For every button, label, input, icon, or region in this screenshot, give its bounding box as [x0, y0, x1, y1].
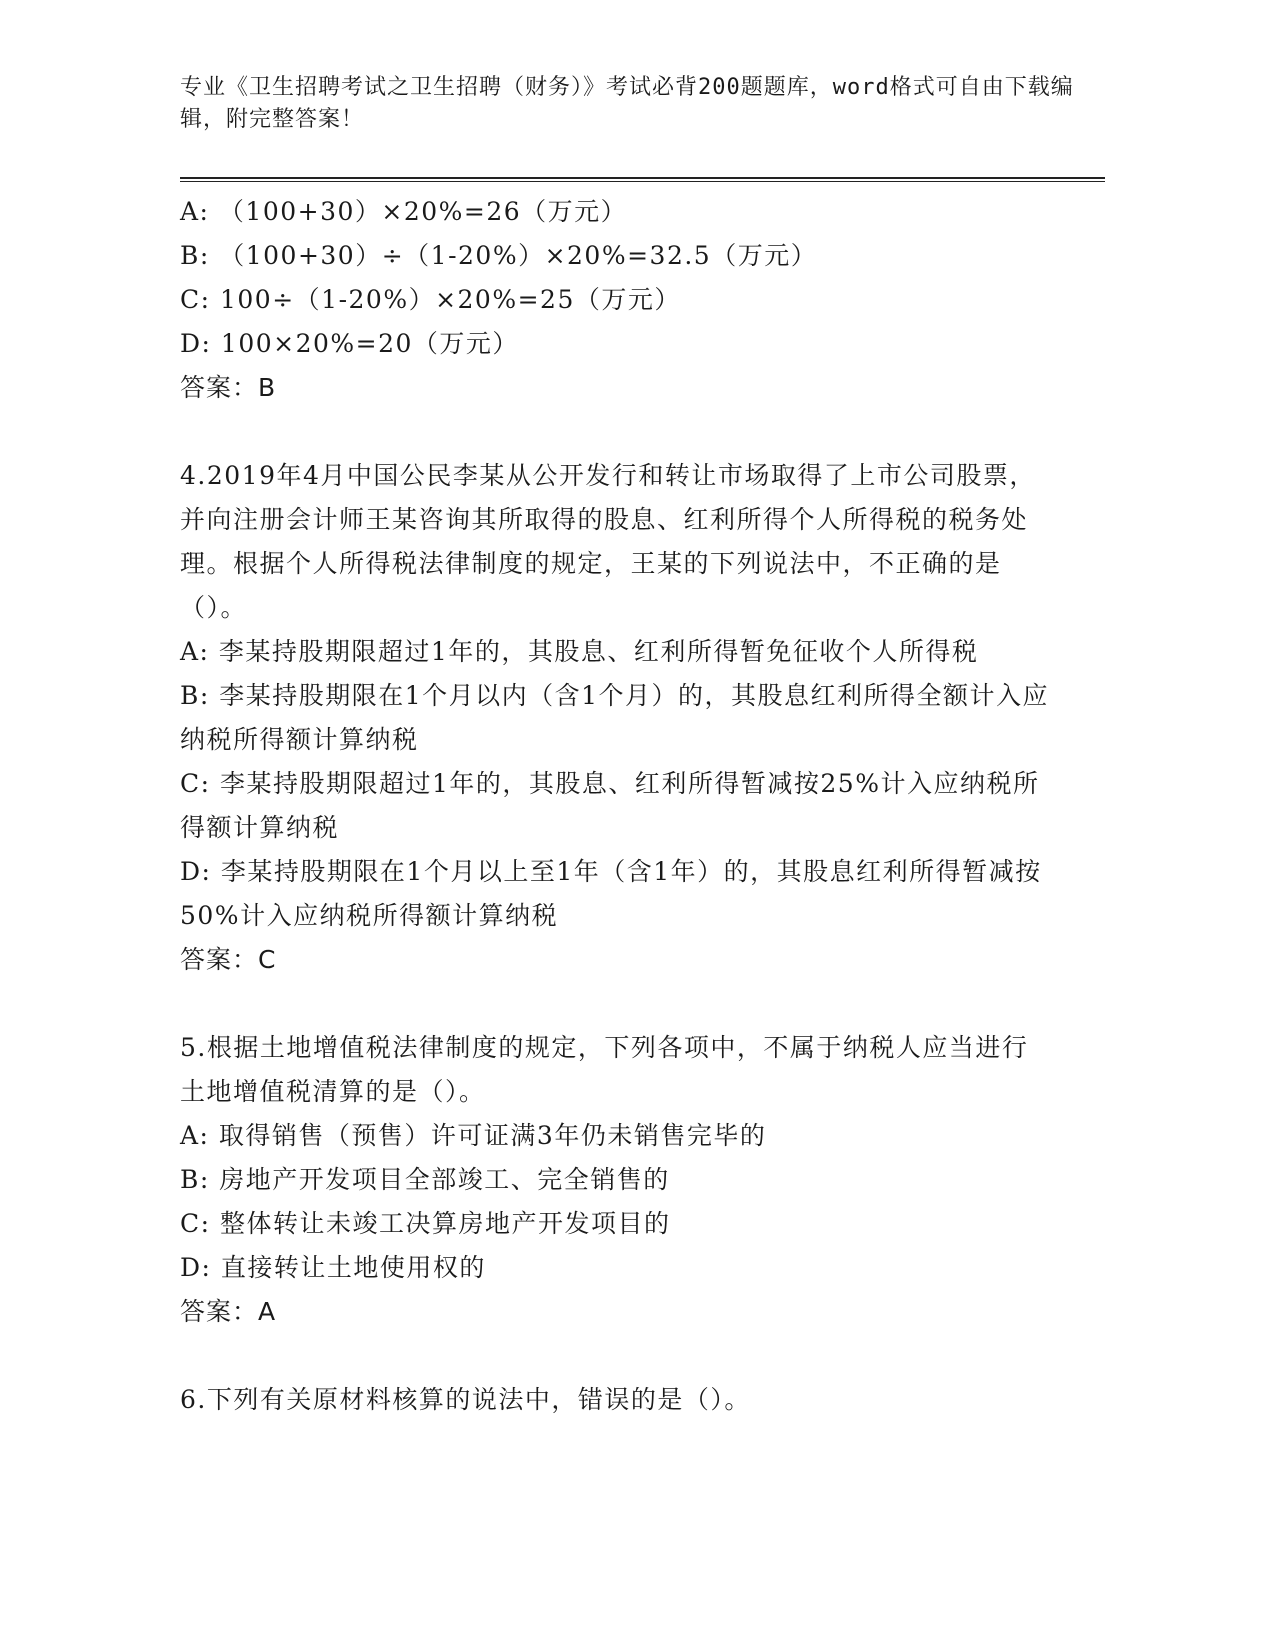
- question-3-option-c: C: 100÷（1-20%）×20%=25（万元）: [180, 285, 681, 314]
- header-divider: [180, 177, 1105, 182]
- document-header: 专业《卫生招聘考试之卫生招聘（财务）》考试必背200题题库，word格式可自由下载编辑，附完整答案！: [180, 75, 1074, 132]
- question-4-option-a: A: 李某持股期限超过1年的，其股息、红利所得暂免征收个人所得税: [180, 637, 979, 666]
- question-5-option-d: D: 直接转让土地使用权的: [180, 1253, 486, 1282]
- question-4-block: [180, 454, 1050, 982]
- question-4-stem: 4.2019年4月中国公民李某从公开发行和转让市场取得了上市公司股票，并向注册会计师王某咨询其所取得的股息、红利所得个人所得税的税务处理。根据个人所得税法律制度的规定，王某的下列说法中，不正确的是（）。: [180, 461, 1036, 622]
- question-5-option-a: A: 取得销售（预售）许可证满3年仍未销售完毕的: [180, 1121, 767, 1150]
- question-4-option-b: B: 李某持股期限在1个月以内（含1个月）的，其股息红利所得全额计入应纳税所得额计算纳税: [180, 681, 1050, 754]
- question-5-answer: 答案：A: [180, 1297, 277, 1326]
- question-3-block: [180, 190, 1050, 410]
- document-body: [180, 190, 1050, 1422]
- question-3-option-d: D: 100×20%=20（万元）: [180, 329, 519, 358]
- spacer: [180, 982, 1050, 1026]
- question-3-answer: 答案：B: [180, 373, 277, 402]
- question-6-block: [180, 1378, 1050, 1422]
- question-4-answer: 答案：C: [180, 945, 277, 974]
- spacer: [180, 410, 1050, 454]
- question-3-option-a: A: （100+30）×20%=26（万元）: [180, 197, 628, 226]
- question-3-option-b: B: （100+30）÷（1-20%）×20%=32.5（万元）: [180, 241, 818, 270]
- question-6-stem: 6.下列有关原材料核算的说法中，错误的是（）。: [180, 1385, 751, 1414]
- question-5-option-c: C: 整体转让未竣工决算房地产开发项目的: [180, 1209, 671, 1238]
- question-5-stem: 5.根据土地增值税法律制度的规定，下列各项中，不属于纳税人应当进行土地增值税清算的是（）。: [180, 1033, 1029, 1106]
- question-4-option-c: C: 李某持股期限超过1年的，其股息、红利所得暂减按25%计入应纳税所得额计算纳税: [180, 769, 1040, 842]
- question-5-option-b: B: 房地产开发项目全部竣工、完全销售的: [180, 1165, 670, 1194]
- question-4-option-d: D: 李某持股期限在1个月以上至1年（含1年）的，其股息红利所得暂减按50%计入应纳税所得额计算纳税: [180, 857, 1042, 930]
- question-5-block: [180, 1026, 1050, 1334]
- spacer: [180, 1334, 1050, 1378]
